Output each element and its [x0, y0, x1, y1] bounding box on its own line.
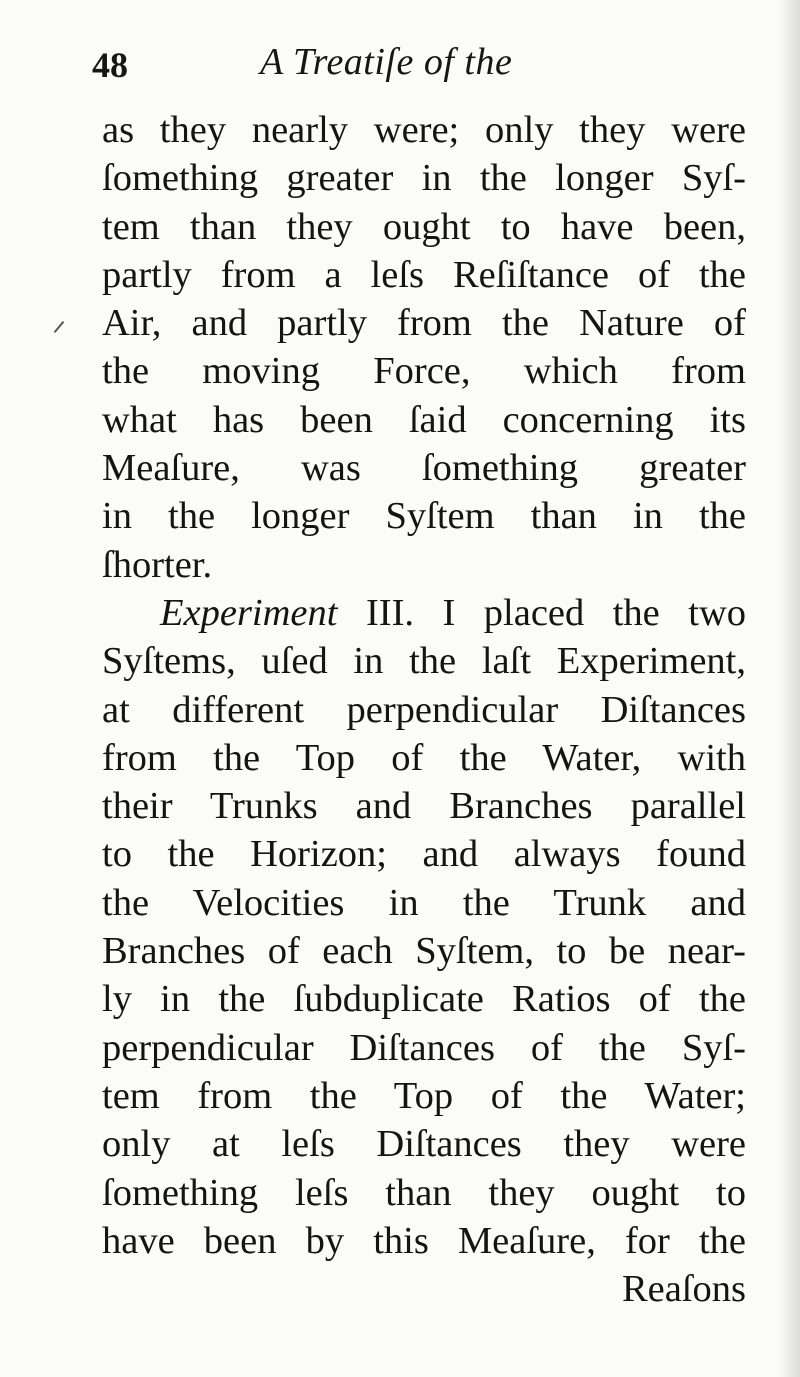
page-header	[92, 40, 752, 90]
paragraph-start-line	[102, 589, 746, 637]
text-line: ſomething leſs than they ought to	[102, 1171, 746, 1214]
text-line: only at leſs Diſtances they were	[102, 1123, 746, 1166]
text-line: in the longer Syſtem than in the	[102, 495, 746, 538]
margin-mark	[54, 321, 65, 333]
text-line: the moving Force, which from	[102, 350, 746, 393]
text-line: from the Top of the Water, with	[102, 736, 746, 779]
text-line: as they nearly were; only they were	[102, 109, 746, 151]
text-line: what has been ſaid concerning its	[102, 398, 746, 441]
text-line: ly in the ſubduplicate Ratios of the	[102, 978, 746, 1021]
running-title: A Treatiſe of the	[260, 41, 513, 83]
text-line: to the Horizon; and always found	[102, 833, 746, 876]
text-line: partly from a leſs Reſiſtance of the	[102, 253, 746, 296]
text-line: have been by this Meaſure, for the	[102, 1219, 746, 1262]
text-line: Branches of each Syſtem, to be near-	[102, 930, 746, 973]
experiment-label: Experiment	[160, 591, 338, 634]
text-line: their Trunks and Branches parallel	[102, 785, 746, 828]
page-edge-shadow	[778, 0, 800, 1377]
paragraph-start-text: III. I placed the two	[337, 591, 746, 634]
text-line: tem than they ought to have been,	[102, 205, 746, 248]
page-number: 48	[92, 45, 128, 85]
text-line: Air, and partly from the Nature of	[102, 302, 746, 345]
text-line: tem from the Top of the Water;	[102, 1074, 746, 1117]
text-line: perpendicular Diſtances of the Syſ-	[102, 1026, 746, 1069]
text-line: at different perpendicular Diſtances	[102, 688, 746, 731]
text-line: ſomething greater in the longer Syſ-	[102, 157, 746, 200]
catchword: Reaſons	[621, 1268, 746, 1311]
text-line: Syſtems, uſed in the laſt Experiment,	[102, 640, 746, 683]
text-line: the Velocities in the Trunk and	[102, 881, 746, 924]
text-line: ſhorter.	[102, 543, 213, 586]
body-text	[102, 106, 746, 1313]
text-line: Meaſure, was ſomething greater	[102, 447, 746, 490]
